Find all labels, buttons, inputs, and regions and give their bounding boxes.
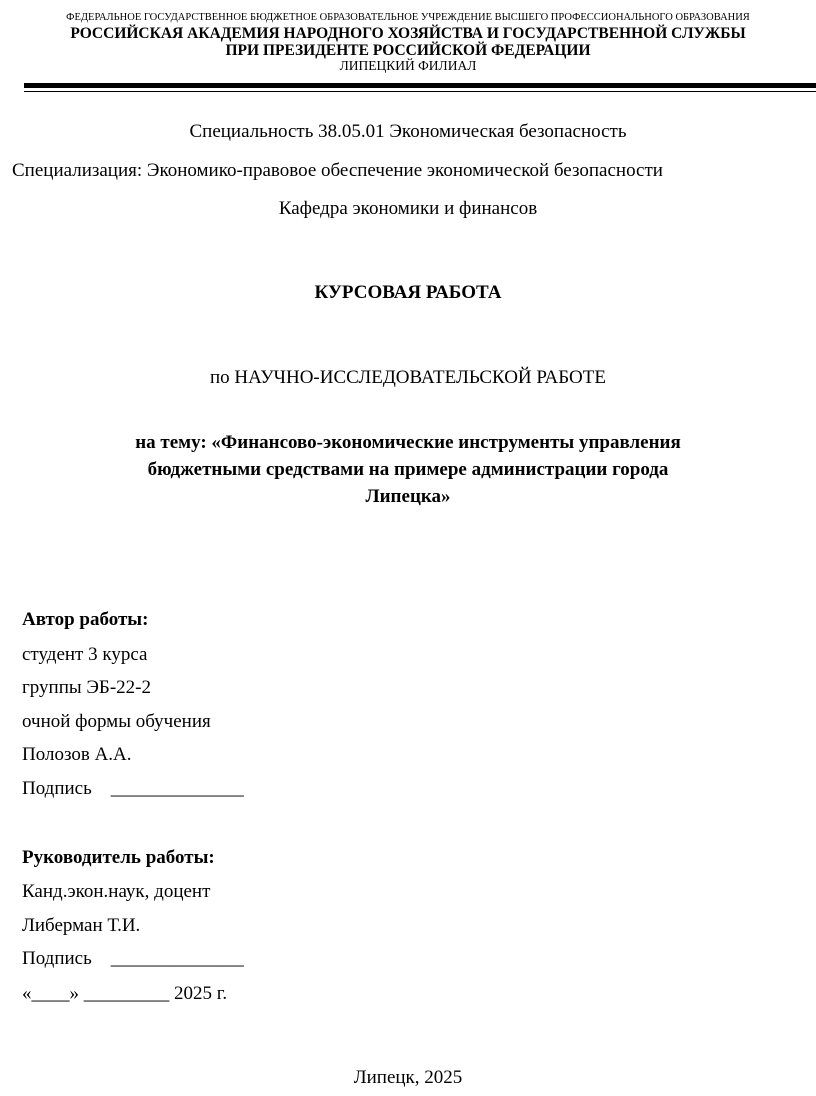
author-name: Полозов А.А. bbox=[22, 744, 132, 765]
academy-name-line2: ПРИ ПРЕЗИДЕНТЕ РОССИЙСКОЙ ФЕДЕРАЦИИ bbox=[225, 42, 591, 59]
author-signature-line: Подпись ______________ bbox=[22, 778, 244, 799]
supervisor-name: Либерман Т.И. bbox=[22, 915, 141, 936]
topic-line-3: Липецка» bbox=[365, 486, 451, 507]
department: Кафедра экономики и финансов bbox=[278, 198, 538, 219]
specialty: Специальность 38.05.01 Экономическая безопасность bbox=[189, 121, 627, 142]
work-type-title: КУРСОВАЯ РАБОТА bbox=[314, 282, 502, 303]
branch-name: ЛИПЕЦКИЙ ФИЛИАЛ bbox=[339, 58, 477, 73]
supervisor-degree: Канд.экон.наук, доцент bbox=[22, 881, 211, 902]
signature-date: «____» _________ 2025 г. bbox=[22, 983, 228, 1004]
author-study-form: очной формы обучения bbox=[22, 711, 211, 732]
author-group: группы ЭБ-22-2 bbox=[22, 677, 152, 698]
topic-line-1: на тему: «Финансово-экономические инструменты управления bbox=[135, 432, 681, 453]
academy-name-line1: РОССИЙСКАЯ АКАДЕМИЯ НАРОДНОГО ХОЗЯЙСТВА И ГОСУДАРСТВЕННОЙ СЛУЖБЫ bbox=[70, 25, 746, 42]
work-topic bbox=[0, 429, 816, 510]
header-divider-thick bbox=[24, 83, 816, 88]
discipline: по НАУЧНО-ИССЛЕДОВАТЕЛЬСКОЙ РАБОТЕ bbox=[210, 367, 606, 388]
city-year: Липецк, 2025 bbox=[353, 1067, 463, 1088]
supervisor-heading: Руководитель работы: bbox=[22, 847, 215, 868]
topic-line-2: бюджетными средствами на примере администрации города bbox=[147, 459, 669, 480]
supervisor-signature-line: Подпись ______________ bbox=[22, 948, 244, 969]
specialization: Специализация: Экономико-правовое обеспечение экономической безопасности bbox=[12, 160, 663, 181]
author-course: студент 3 курса bbox=[22, 644, 148, 665]
author-heading: Автор работы: bbox=[22, 609, 149, 630]
header-divider-thin bbox=[24, 91, 816, 92]
institution-line: ФЕДЕРАЛЬНОЕ ГОСУДАРСТВЕННОЕ БЮДЖЕТНОЕ ОБРАЗОВАТЕЛЬНОЕ УЧРЕЖДЕНИЕ ВЫСШЕГО ПРОФЕССИОНАЛЬНОГО ОБРАЗОВАНИЯ bbox=[66, 12, 750, 23]
